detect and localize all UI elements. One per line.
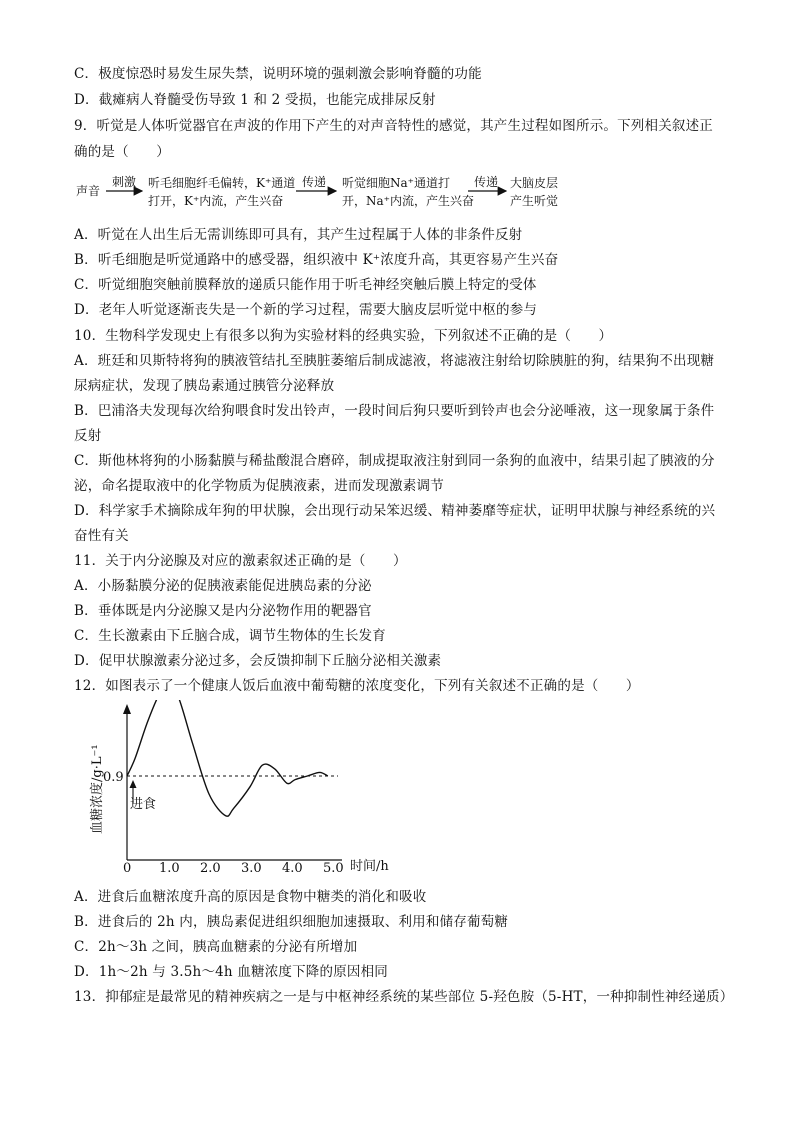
y-tick-label: 0.9 (103, 770, 124, 785)
q9-stem-cont: 确的是（ ） (74, 144, 170, 160)
y-axis-arrowhead (123, 704, 131, 714)
intake-arrow-head (130, 780, 137, 788)
flow-arrow-3-label: 传递 (474, 175, 499, 189)
blood-glucose-chart (84, 700, 424, 880)
flow-arrow-2-label: 传递 (302, 175, 327, 189)
intake-annotation: 进食 (130, 797, 157, 812)
flow-box1-line1: 听毛细胞纤毛偏转，K⁺通道 (148, 176, 296, 190)
q10-option-a: A．班廷和贝斯特将狗的胰液管结扎至胰脏萎缩后制成滤液，将滤液注射给切除胰脏的狗，结果狗不出现糖 (74, 353, 715, 369)
q10-option-b-cont: 反射 (74, 428, 102, 444)
x-tick-label: 2.0 (200, 861, 221, 876)
hearing-flow-diagram (74, 172, 734, 212)
q10-option-b: B．巴浦洛夫发现每次给狗喂食时发出铃声，一段时间后狗只要听到铃声也会分泌唾液，这一现象属于条件 (74, 403, 715, 419)
flow-box1-line2: 打开，K⁺内流，产生兴奋 (148, 194, 284, 208)
x-tick-label: 1.0 (159, 861, 180, 876)
q8-option-d: D．截瘫病人脊髓受伤导致 1 和 2 受损，也能完成排尿反射 (74, 92, 436, 108)
q12-option-a: A．进食后血糖浓度升高的原因是食物中糖类的消化和吸收 (74, 889, 427, 905)
glucose-curve (127, 700, 328, 816)
q11-option-c: C．生长激素由下丘脑合成，调节生物体的生长发育 (74, 628, 386, 644)
q12-stem: 12．如图表示了一个健康人饭后血液中葡萄糖的浓度变化，下列有关叙述不正确的是（ ） (74, 678, 640, 694)
q9-option-d: D．老年人听觉逐渐丧失是一个新的学习过程，需要大脑皮层听觉中枢的参与 (74, 302, 538, 318)
x-axis-label: 时间/h (350, 859, 389, 874)
q11-option-d: D．促甲状腺激素分泌过多，会反馈抑制下丘脑分泌相关激素 (74, 653, 442, 669)
q10-option-d: D．科学家手术摘除成年狗的甲状腺，会出现行动呆笨迟缓、精神萎靡等症状，证明甲状腺与神经系统的兴 (74, 503, 716, 519)
q10-option-c-cont: 泌，命名提取液中的化学物质为促胰液素，进而发现激素调节 (74, 478, 444, 494)
q9-stem: 9．听觉是人体听觉器官在声波的作用下产生的对声音特性的感觉，其产生过程如图所示。下列相关叙述正 (74, 118, 713, 134)
q10-stem: 10．生物科学发现史上有很多以狗为实验材料的经典实验，下列叙述不正确的是（ ） (74, 328, 613, 344)
q8-option-c: C．极度惊恐时易发生尿失禁，说明环境的强刺激会影响脊髓的功能 (74, 66, 482, 82)
x-tick-label: 3.0 (241, 861, 262, 876)
flow-box2-line2: 开，Na⁺内流，产生兴奋 (342, 194, 474, 208)
q10-option-a-cont: 尿病症状，发现了胰岛素通过胰管分泌释放 (74, 378, 335, 394)
x-tick-label: 4.0 (282, 861, 303, 876)
q10-option-d-cont: 奋性有关 (74, 528, 129, 544)
flow-box2-line1: 听觉细胞Na⁺通道打 (342, 176, 450, 190)
y-axis-label: 血糖浓度/g·L⁻¹ (90, 744, 105, 834)
q9-option-a: A．听觉在人出生后无需训练即可具有，其产生过程属于人体的非条件反射 (74, 227, 523, 243)
q10-option-c: C．斯他林将狗的小肠黏膜与稀盐酸混合磨碎，制成提取液注射到同一条狗的血液中，结果引起了胰液的分 (74, 453, 715, 469)
q11-stem: 11．关于内分泌腺及对应的激素叙述正确的是（ ） (74, 553, 407, 569)
q13-stem: 13．抑郁症是最常见的精神疾病之一是与中枢神经系统的某些部位 5-羟色胺（5-HT，一种抑制性神经递质） (74, 989, 734, 1005)
x-tick-label: 5.0 (323, 861, 344, 876)
flow-arrow-1-label: 刺激 (112, 175, 137, 189)
q9-option-b: B．听毛细胞是听觉通路中的感受器，组织液中 K⁺浓度升高，其更容易产生兴奋 (74, 252, 559, 268)
q9-option-c: C．听觉细胞突触前膜释放的递质只能作用于听毛神经突触后膜上特定的受体 (74, 277, 537, 293)
x-tick-labels (123, 861, 344, 876)
flow-end-line1: 大脑皮层 (510, 176, 559, 190)
q11-option-a: A．小肠黏膜分泌的促胰液素能促进胰岛素的分泌 (74, 578, 372, 594)
q12-option-c: C．2h～3h 之间，胰高血糖素的分泌有所增加 (74, 939, 358, 955)
flow-end-line2: 产生听觉 (510, 194, 559, 208)
x-tick-label: 0 (123, 861, 132, 876)
q12-option-b: B．进食后的 2h 内，胰岛素促进组织细胞加速摄取、利用和储存葡萄糖 (74, 914, 509, 930)
q12-option-d: D．1h～2h 与 3.5h～4h 血糖浓度下降的原因相同 (74, 964, 389, 980)
q11-option-b: B．垂体既是内分泌腺又是内分泌物作用的靶器官 (74, 603, 372, 619)
flow-start-sound: 声音 (76, 184, 101, 198)
